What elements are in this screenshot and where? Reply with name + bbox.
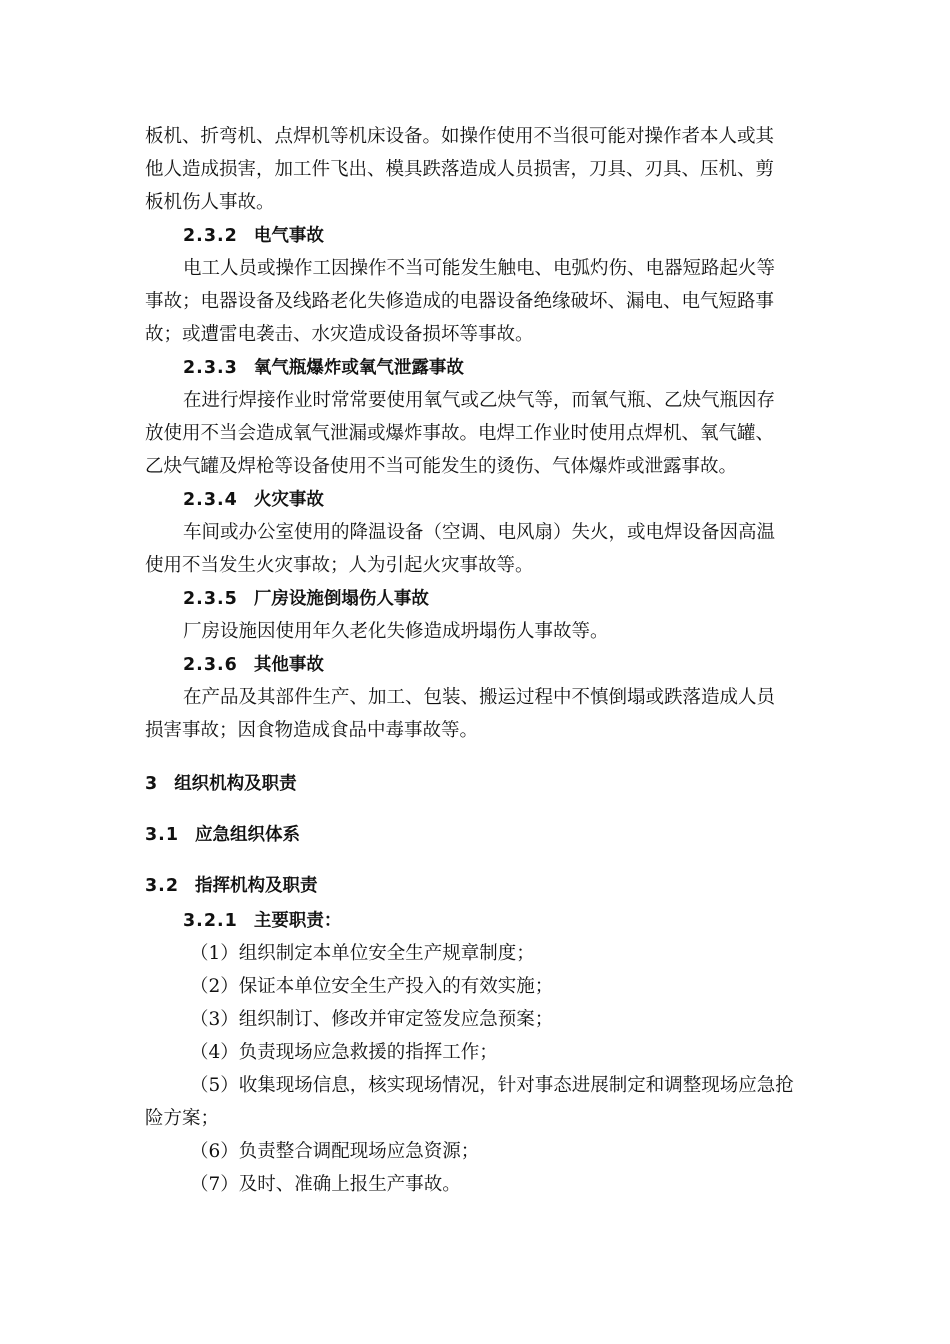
section-heading-2-3-6 (183, 653, 324, 677)
section-title: 其他事故 (253, 655, 324, 675)
list-item: （6）负责整合调配现场应急资源； (190, 1141, 480, 1162)
list-item: （2）保证本单位安全生产投入的有效实施； (190, 976, 554, 997)
body-text-line: 在进行焊接作业时常常要使用氧气或乙炔气等，而氧气瓶、乙炔气瓶因存 (183, 390, 776, 411)
body-text-line: 事故；电器设备及线路老化失修造成的电器设备绝缘破坏、漏电、电气短路事 (145, 291, 775, 312)
list-item: （4）负责现场应急救援的指挥工作； (190, 1042, 498, 1063)
section-number: 3.2.1 (183, 911, 238, 931)
section-title: 应急组织体系 (195, 825, 301, 845)
body-text-line: 使用不当发生火灾事故；人为引起火灾事故等。 (145, 555, 534, 576)
section-title: 指挥机构及职责 (195, 876, 318, 896)
list-item: （5）收集现场信息，核实现场情况，针对事态进展制定和调整现场应急抢 (190, 1075, 794, 1096)
body-text-line: 损害事故；因食物造成食品中毒事故等。 (145, 720, 479, 741)
body-text-line: 板机、折弯机、点焊机等机床设备。如操作使用不当很可能对操作者本人或其 (145, 126, 775, 147)
body-text-line: 他人造成损害，加工件飞出、模具跌落造成人员损害，刀具、刃具、压机、剪 (145, 159, 775, 180)
section-heading-3 (145, 772, 297, 796)
section-number: 2.3.3 (183, 358, 238, 378)
section-heading-3-1 (145, 823, 300, 847)
section-number: 3.1 (145, 825, 180, 845)
section-number: 3.2 (145, 876, 180, 896)
section-title: 电气事故 (253, 226, 324, 246)
section-heading-3-2-1 (183, 909, 341, 933)
body-text-line: 电工人员或操作工因操作不当可能发生触电、电弧灼伤、电器短路起火等 (183, 258, 776, 279)
section-title: 厂房设施倒塌伤人事故 (253, 589, 429, 609)
section-title: 主要职责： (253, 911, 342, 931)
list-item: （3）组织制订、修改并审定签发应急预案； (190, 1009, 554, 1030)
body-text-line: 板机伤人事故。 (145, 192, 275, 213)
section-number: 2.3.4 (183, 490, 238, 510)
body-text-line: 故；或遭雷电袭击、水灾造成设备损坏等事故。 (145, 324, 534, 345)
body-text-line: 厂房设施因使用年久老化失修造成坍塌伤人事故等。 (183, 621, 609, 642)
section-heading-2-3-5 (183, 587, 429, 611)
section-number: 2.3.5 (183, 589, 238, 609)
body-text-line: 车间或办公室使用的降温设备（空调、电风扇）失火，或电焊设备因高温 (183, 522, 776, 543)
section-number: 3 (145, 774, 159, 794)
body-text-line: 乙炔气罐及焊枪等设备使用不当可能发生的烫伤、气体爆炸或泄露事故。 (145, 456, 738, 477)
section-number: 2.3.6 (183, 655, 238, 675)
section-title: 组织机构及职责 (174, 774, 297, 794)
section-number: 2.3.2 (183, 226, 238, 246)
list-item: （7）及时、准确上报生产事故。 (190, 1174, 461, 1195)
section-heading-2-3-3 (183, 356, 464, 380)
body-text-line: 放使用不当会造成氧气泄漏或爆炸事故。电焊工作业时使用点焊机、氧气罐、 (145, 423, 775, 444)
section-heading-3-2 (145, 874, 318, 898)
list-item: （1）组织制定本单位安全生产规章制度； (190, 943, 535, 964)
body-text-line: 在产品及其部件生产、加工、包装、搬运过程中不慎倒塌或跌落造成人员 (183, 687, 776, 708)
section-title: 氧气瓶爆炸或氧气泄露事故 (253, 358, 464, 378)
section-heading-2-3-2 (183, 224, 324, 248)
section-title: 火灾事故 (253, 490, 324, 510)
section-heading-2-3-4 (183, 488, 324, 512)
list-item-continuation: 险方案； (145, 1108, 220, 1129)
